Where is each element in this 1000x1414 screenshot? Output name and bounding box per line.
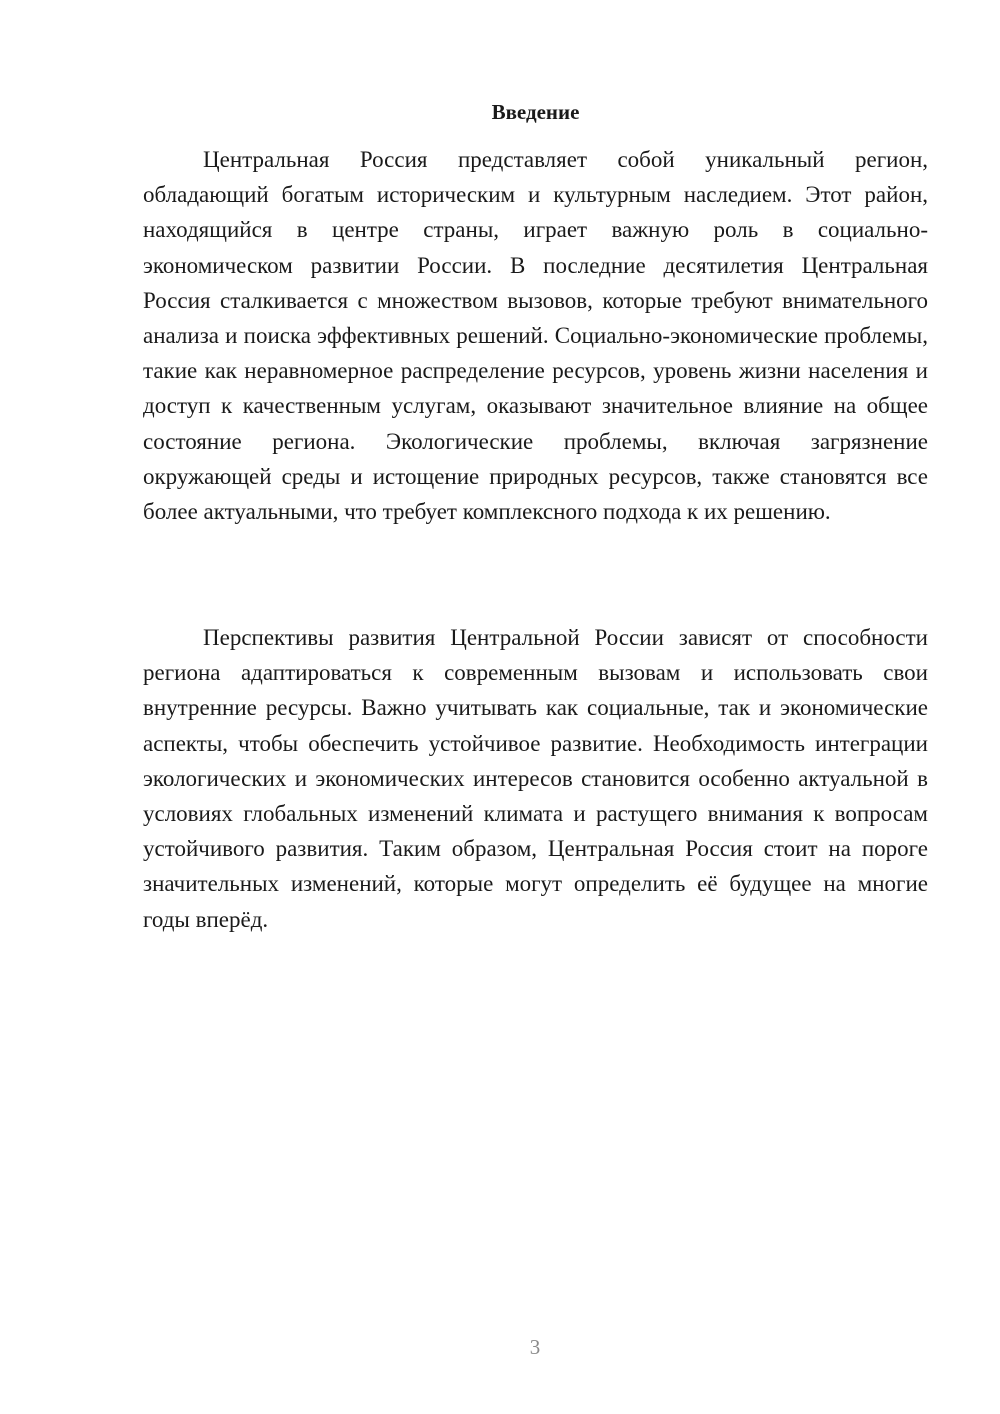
paragraph-perspectives: Перспективы развития Центральной России зависят от способности региона адаптироваться к современным вызовам и использовать свои внутренние ресурсы. Важно учитывать как социальные, так и экономические аспекты, чтобы обеспечить устойчивое развитие. Необходимость интеграции экологических и экономических интересов становится особенно актуальной в условиях глобальных изменений климата и растущего внимания к вопросам устойчивого развития. Таким образом, Центральная Россия стоит на пороге значительных изменений, которые могут определить её будущее на многие годы вперёд. bbox=[143, 625, 928, 932]
paragraph-introduction: Центральная Россия представляет собой уникальный регион, обладающий богатым историческим и культурным наследием. Этот район, находящийся в центре страны, играет важную роль в социально-экономическом развитии России. В последние десятилетия Центральная Россия сталкивается с множеством вызовов, которые требуют внимательного анализа и поиска эффективных решений. Социально-экономические проблемы, такие как неравномерное распределение ресурсов, уровень жизни населения и доступ к качественным услугам, оказывают значительное влияние на общее состояние региона. Экологические проблемы, включая загрязнение окружающей среды и истощение природных ресурсов, также становятся все более актуальными, что требует комплексного подхода к их решению. bbox=[143, 147, 928, 525]
page-title: Введение bbox=[491, 100, 580, 124]
page-number: 3 bbox=[529, 1335, 541, 1359]
